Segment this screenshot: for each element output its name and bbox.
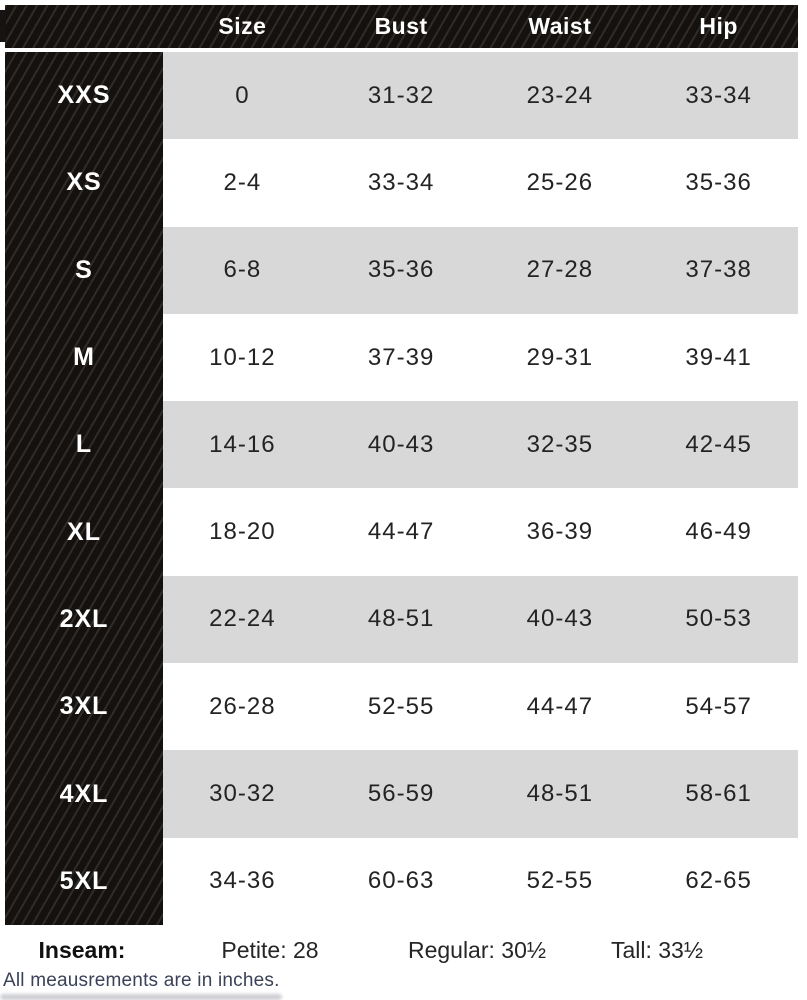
bottom-edge-artifact [0,994,282,1000]
table-row [163,227,798,314]
table-cell: 31-32 [367,81,435,109]
table-cell: 23-24 [526,81,594,109]
table-cell: 48-51 [367,605,435,633]
table-cell: 39-41 [685,343,752,371]
table-cell: 52-55 [526,867,594,895]
table-cell: 35-36 [685,168,752,196]
table-body [163,52,798,925]
table-row [163,401,798,488]
table-cell: 60-63 [367,867,435,895]
table-cell: 34-36 [209,867,276,895]
inseam-row [0,933,807,967]
table-row [163,488,798,575]
table-cell: 52-55 [367,692,435,720]
size-row-label: L [75,430,93,459]
size-row-label: S [75,255,93,284]
table-cell: 6-8 [223,256,262,284]
measurement-unit-note: All meausrements are in inches. [3,970,280,991]
inseam-petite: Petite: 28 [221,937,319,963]
table-cell: 25-26 [526,168,594,196]
column-header-hip: Hip [699,13,738,39]
table-cell: 33-34 [367,168,435,196]
table-cell: 29-31 [526,343,594,371]
table-cell: 42-45 [685,430,752,458]
table-cell: 58-61 [685,780,752,808]
table-header-row [163,5,798,48]
size-row-label: 5XL [59,866,109,895]
table-row [163,314,798,401]
table-cell: 50-53 [685,605,752,633]
table-cell: 27-28 [526,256,594,284]
column-header-size: Size [218,13,267,39]
table-cell: 46-49 [685,518,752,546]
table-cell: 40-43 [367,430,435,458]
left-edge-artifact [0,10,6,42]
table-cell: 40-43 [526,605,594,633]
table-cell: 26-28 [209,692,276,720]
size-row-label: XS [66,168,102,197]
table-cell: 0 [235,81,250,109]
size-row-label: XXS [57,81,111,110]
size-label-column [5,52,163,925]
table-cell: 62-65 [685,867,752,895]
size-row-label: 3XL [59,692,109,721]
table-cell: 36-39 [526,518,594,546]
table-cell: 2-4 [223,168,262,196]
table-cell: 35-36 [367,256,435,284]
table-cell: 37-38 [685,256,752,284]
table-cell: 33-34 [685,81,752,109]
column-header-bust: Bust [374,13,428,39]
table-cell: 54-57 [685,692,752,720]
table-cell: 56-59 [367,780,435,808]
table-header-band [5,5,798,48]
table-cell: 18-20 [209,518,276,546]
table-cell: 37-39 [367,343,435,371]
inseam-label: Inseam: [38,937,126,963]
size-row-label: 2XL [59,604,109,633]
table-cell: 44-47 [367,518,435,546]
table-cell: 44-47 [526,692,594,720]
table-cell: 14-16 [209,430,276,458]
table-row [163,52,798,139]
table-row [163,139,798,226]
size-row-label: M [73,343,95,372]
table-row [163,750,798,837]
table-cell: 32-35 [526,430,594,458]
table-cell: 48-51 [526,780,594,808]
inseam-regular: Regular: 30½ [407,937,547,963]
table-cell: 22-24 [209,605,276,633]
table-row [163,663,798,750]
column-header-waist: Waist [528,13,592,39]
table-row [163,838,798,925]
size-row-label: 4XL [59,779,109,808]
table-cell: 30-32 [209,780,276,808]
inseam-tall: Tall: 33½ [610,937,704,963]
table-row [163,576,798,663]
size-row-label: XL [67,517,101,546]
table-cell: 10-12 [209,343,276,371]
